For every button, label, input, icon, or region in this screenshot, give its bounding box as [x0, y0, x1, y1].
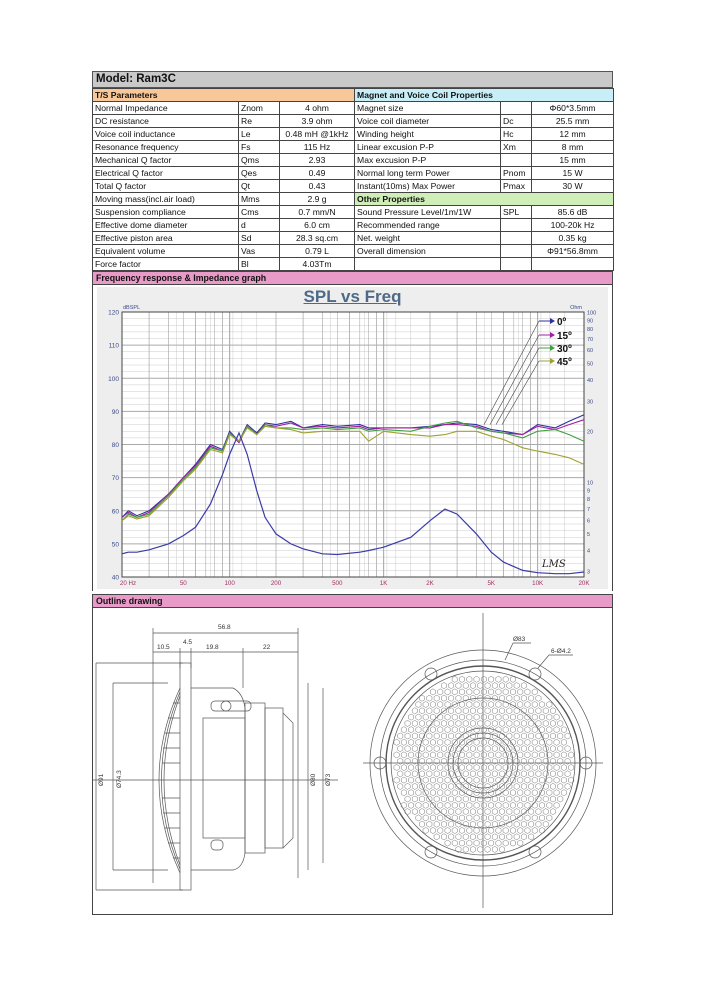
svg-text:10: 10 — [587, 480, 594, 487]
param-value: 100-20k Hz — [532, 219, 614, 232]
table-row — [93, 258, 614, 271]
param-value: 2.93 — [280, 154, 355, 167]
svg-text:5K: 5K — [487, 580, 496, 587]
outline-drawing — [92, 608, 613, 915]
param-symbol: Mms — [239, 193, 280, 206]
svg-text:100: 100 — [224, 580, 235, 587]
svg-text:Ø74.3: Ø74.3 — [116, 770, 123, 788]
param-name: Effective dome diameter — [93, 219, 239, 232]
param-name: Moving mass(incl.air load) — [93, 193, 239, 206]
param-value: 25.5 mm — [532, 115, 614, 128]
param-value: 15 mm — [532, 154, 614, 167]
magnet-section-header: Magnet and Voice Coil Properties — [355, 89, 614, 102]
svg-text:Ø73: Ø73 — [325, 773, 332, 786]
param-symbol: Dc — [501, 115, 532, 128]
svg-text:Ø83: Ø83 — [513, 636, 526, 643]
param-value: 28.3 sq.cm — [280, 232, 355, 245]
svg-text:500: 500 — [332, 580, 343, 587]
svg-text:60: 60 — [111, 508, 119, 516]
svg-text:120: 120 — [108, 309, 119, 317]
param-symbol: Znom — [239, 102, 280, 115]
table-row — [93, 245, 614, 258]
svg-text:2K: 2K — [426, 580, 434, 587]
svg-text:60: 60 — [587, 348, 594, 355]
param-symbol: Le — [239, 128, 280, 141]
param-value: 4 ohm — [280, 102, 355, 115]
param-symbol: Sd — [239, 232, 280, 245]
svg-text:50: 50 — [587, 361, 594, 368]
param-value: 2.9 g — [280, 193, 355, 206]
svg-text:30: 30 — [587, 399, 594, 406]
svg-text:4: 4 — [587, 548, 591, 555]
svg-text:19.8: 19.8 — [206, 644, 219, 651]
svg-text:50: 50 — [179, 580, 187, 587]
svg-text:200: 200 — [270, 580, 282, 587]
svg-text:110: 110 — [108, 342, 119, 350]
param-value: 0.48 mH @1kHz — [280, 128, 355, 141]
param-symbol — [501, 154, 532, 167]
svg-text:90: 90 — [111, 408, 119, 416]
param-value: Φ60*3.5mm — [532, 102, 614, 115]
svg-text:56.8: 56.8 — [218, 624, 231, 631]
chart-title: SPL vs Freq — [303, 287, 402, 306]
param-name: Suspension compliance — [93, 206, 239, 219]
param-value: 0.35 kg — [532, 232, 614, 245]
table-row — [93, 232, 614, 245]
svg-text:20 Hz: 20 Hz — [119, 580, 137, 587]
param-symbol — [501, 245, 532, 258]
param-symbol: Vas — [239, 245, 280, 258]
svg-text:100: 100 — [587, 310, 597, 317]
param-symbol: Cms — [239, 206, 280, 219]
param-name: Voice coil diameter — [355, 115, 501, 128]
param-value: 3.9 ohm — [280, 115, 355, 128]
param-value — [532, 258, 614, 271]
param-symbol: Qt — [239, 180, 280, 193]
param-symbol — [501, 258, 532, 271]
svg-text:5: 5 — [587, 531, 591, 538]
table-row — [93, 128, 614, 141]
spec-sheet — [92, 71, 613, 915]
table-header-row — [93, 89, 614, 102]
param-symbol: Re — [239, 115, 280, 128]
param-symbol — [501, 219, 532, 232]
spl-frequency-chart — [92, 285, 613, 591]
param-value: 6.0 cm — [280, 219, 355, 232]
svg-text:7: 7 — [587, 506, 591, 513]
other-section-header: Other Properties — [355, 193, 614, 206]
param-value: 15 W — [532, 167, 614, 180]
param-value: 0.7 mm/N — [280, 206, 355, 219]
model-title: Model: Ram3C — [92, 71, 613, 88]
param-name: Equivalent volume — [93, 245, 239, 258]
param-value: Φ91*56.8mm — [532, 245, 614, 258]
svg-text:LMS: LMS — [542, 559, 566, 570]
frequency-section-header: Frequency response & Impedance graph — [92, 271, 613, 285]
svg-text:50: 50 — [111, 541, 119, 549]
param-value: 4.03Tm — [280, 258, 355, 271]
svg-text:80: 80 — [587, 326, 594, 333]
table-row — [93, 193, 614, 206]
param-name: Electrical Q factor — [93, 167, 239, 180]
svg-text:22: 22 — [263, 644, 271, 651]
svg-text:6: 6 — [587, 518, 591, 525]
param-name: Instant(10ms) Max Power — [355, 180, 501, 193]
table-row — [93, 219, 614, 232]
table-row — [93, 141, 614, 154]
param-symbol: Pmax — [501, 180, 532, 193]
param-name: Net. weight — [355, 232, 501, 245]
param-name: DC resistance — [93, 115, 239, 128]
svg-text:Ohm: Ohm — [570, 305, 582, 311]
param-name: Resonance frequency — [93, 141, 239, 154]
svg-text:Ø80: Ø80 — [310, 773, 317, 786]
param-name: Sound Pressure Level/1m/1W — [355, 206, 501, 219]
svg-text:45º: 45º — [557, 357, 572, 368]
param-name: Recommended range — [355, 219, 501, 232]
param-name: Force factor — [93, 258, 239, 271]
param-symbol: SPL — [501, 206, 532, 219]
param-name: Voice coil inductance — [93, 128, 239, 141]
param-value: 30 W — [532, 180, 614, 193]
param-name: Magnet size — [355, 102, 501, 115]
param-name: Overall dimension — [355, 245, 501, 258]
svg-text:4.5: 4.5 — [183, 639, 193, 646]
svg-text:Ø91: Ø91 — [98, 773, 105, 786]
svg-text:dBSPL: dBSPL — [123, 305, 141, 311]
param-value: 0.43 — [280, 180, 355, 193]
param-name: Normal Impedance — [93, 102, 239, 115]
param-name: Effective piston area — [93, 232, 239, 245]
param-symbol: Qms — [239, 154, 280, 167]
param-symbol: Pnom — [501, 167, 532, 180]
table-row — [93, 206, 614, 219]
svg-text:3: 3 — [587, 569, 591, 576]
param-symbol — [501, 232, 532, 245]
param-symbol: Fs — [239, 141, 280, 154]
param-symbol: d — [239, 219, 280, 232]
param-symbol: Hc — [501, 128, 532, 141]
svg-text:10.5: 10.5 — [157, 644, 170, 651]
param-name: Mechanical Q factor — [93, 154, 239, 167]
chart-plot — [93, 285, 614, 591]
param-name: Winding height — [355, 128, 501, 141]
parameters-table — [92, 88, 614, 271]
svg-text:30º: 30º — [557, 344, 572, 355]
speaker-drawing — [93, 608, 614, 915]
param-name: Max excusion P-P — [355, 154, 501, 167]
outline-section-header: Outline drawing — [92, 594, 613, 608]
svg-text:6-Ø4.2: 6-Ø4.2 — [551, 648, 571, 655]
svg-text:20: 20 — [587, 429, 594, 436]
svg-text:100: 100 — [108, 375, 119, 383]
param-value: 0.49 — [280, 167, 355, 180]
param-name: Total Q factor — [93, 180, 239, 193]
param-name — [355, 258, 501, 271]
svg-text:1K: 1K — [379, 580, 388, 587]
svg-text:0º: 0º — [557, 317, 567, 328]
table-row — [93, 154, 614, 167]
param-value: 0.79 L — [280, 245, 355, 258]
table-row — [93, 115, 614, 128]
param-value: 115 Hz — [280, 141, 355, 154]
param-value: 12 mm — [532, 128, 614, 141]
table-row — [93, 167, 614, 180]
side-view-drawing — [93, 628, 338, 890]
table-row — [93, 102, 614, 115]
ts-section-header: T/S Parameters — [93, 89, 355, 102]
table-row — [93, 180, 614, 193]
param-symbol: Bl — [239, 258, 280, 271]
param-symbol: Xm — [501, 141, 532, 154]
param-name: Normal long term Power — [355, 167, 501, 180]
param-value: 8 mm — [532, 141, 614, 154]
svg-text:9: 9 — [587, 488, 591, 495]
param-symbol — [501, 102, 532, 115]
param-symbol: Qes — [239, 167, 280, 180]
svg-text:70: 70 — [111, 475, 119, 483]
svg-text:15º: 15º — [557, 331, 572, 342]
svg-text:40: 40 — [111, 574, 119, 582]
svg-text:40: 40 — [587, 378, 594, 385]
svg-text:80: 80 — [111, 442, 119, 449]
param-value: 85.6 dB — [532, 206, 614, 219]
svg-text:90: 90 — [587, 318, 594, 325]
svg-text:8: 8 — [587, 497, 591, 504]
svg-text:20K: 20K — [578, 580, 590, 587]
svg-text:10K: 10K — [532, 580, 544, 587]
svg-text:70: 70 — [587, 336, 594, 343]
param-name: Linear excusion P-P — [355, 141, 501, 154]
